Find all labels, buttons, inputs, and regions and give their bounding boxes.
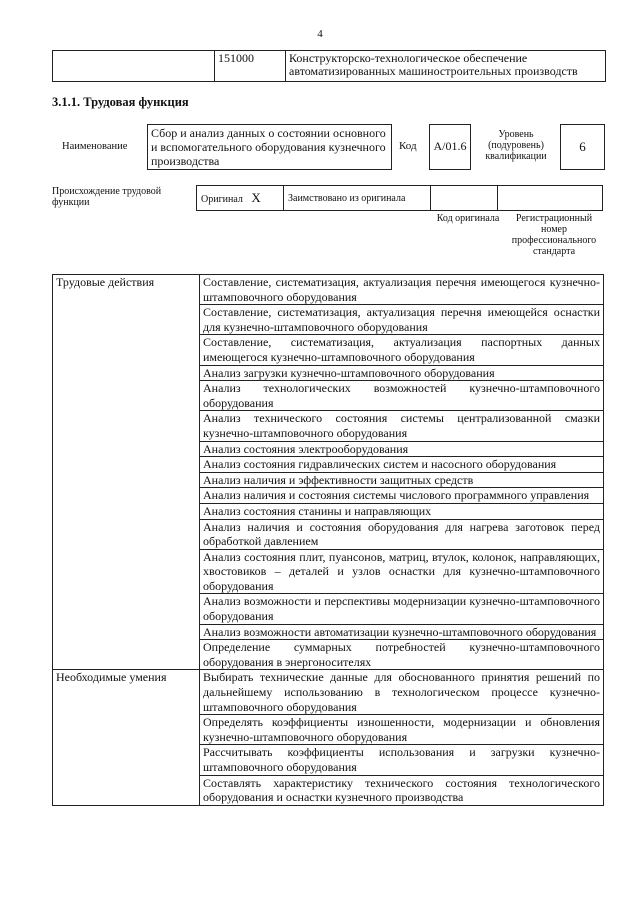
- reg-caption: Регистрационный номер профессионального стандарта: [511, 213, 597, 257]
- skills-item: Выбирать технические данные для обоснованного принятия решений по дальнейшему использованию в технологическом процессе кузнечно-штамповочного оборудования: [200, 670, 604, 715]
- original-cell: [197, 186, 284, 211]
- empty-cell: [53, 51, 215, 82]
- page-number: 4: [317, 28, 323, 40]
- labor-actions-item: Определение суммарных потребностей кузнечно-штамповочного оборудования в энергоносителях: [200, 640, 604, 670]
- qualification-level: 6: [560, 124, 605, 170]
- labor-actions-item: Анализ состояния плит, пуансонов, матриц, втулок, колонок, направляющих, хвостовиков – деталей и узлов оснастки для кузнечно-штамповочного оборудования: [200, 549, 604, 594]
- reg-number-cell: [498, 186, 603, 211]
- original-label: Оригинал: [201, 194, 243, 205]
- labor-actions-item: Анализ технического состояния системы централизованной смазки кузнечно-штамповочного оборудования: [200, 411, 604, 441]
- labor-actions-item: Составление, систематизация, актуализация перечня имеющейся оснастки для кузнечно-штамповочного оборудования: [200, 305, 604, 335]
- name-label: Наименование: [62, 141, 128, 152]
- labor-actions-item: Анализ технологических возможностей кузнечно-штамповочного оборудования: [200, 381, 604, 411]
- table-row: [53, 275, 604, 305]
- labor-actions-item: Анализ состояния гидравлических систем и насосного оборудования: [200, 457, 604, 473]
- labor-actions-item: Анализ наличия и состояния оборудования для нагрева заготовок перед обработкой давлением: [200, 519, 604, 549]
- occupation-table: [52, 50, 606, 82]
- skills-heading: Необходимые умения: [53, 670, 200, 805]
- table-row: [197, 186, 603, 211]
- table-row: [53, 51, 606, 82]
- original-mark: X: [251, 190, 261, 205]
- origin-table: [196, 185, 603, 211]
- function-name: Сбор и анализ данных о состоянии основного и вспомогательного оборудования кузнечного производства: [147, 124, 392, 170]
- skills-item: Определять коэффициенты изношенности, модернизации и обновления кузнечно-штамповочного оборудования: [200, 715, 604, 745]
- labor-actions-item: Анализ возможности автоматизации кузнечно-штамповочного оборудования: [200, 624, 604, 640]
- skills-item: Рассчитывать коэффициенты использования и загрузки кузнечно-штамповочного оборудования: [200, 745, 604, 775]
- table-row: [53, 670, 604, 715]
- skills-item: Составлять характеристику технического состояния технологического оборудования и оснастки кузнечного производства: [200, 775, 604, 805]
- code-label: Код: [399, 140, 417, 152]
- function-code: A/01.6: [429, 124, 471, 170]
- labor-actions-item: Составление, систематизация, актуализация перечня имеющегося кузнечно-штамповочного оборудования: [200, 275, 604, 305]
- labor-actions-item: Анализ возможности и перспективы модернизации кузнечно-штамповочного оборудования: [200, 594, 604, 624]
- origin-label: Происхождение трудовой функции: [52, 186, 162, 208]
- section-title: 3.1.1. Трудовая функция: [52, 95, 189, 109]
- labor-actions-item: Анализ наличия и эффективности защитных средств: [200, 472, 604, 488]
- labor-actions-item: Анализ состояния электрооборудования: [200, 441, 604, 457]
- borrowed-label: Заимствовано из оригинала: [284, 186, 431, 211]
- original-code-cell: [431, 186, 498, 211]
- function-details-table: [52, 274, 604, 806]
- occupation-code: 151000: [215, 51, 286, 82]
- labor-actions-item: Анализ загрузки кузнечно-штамповочного оборудования: [200, 365, 604, 381]
- level-label: Уровень (подуровень) квалификации: [485, 129, 547, 162]
- code-caption: Код оригинала: [436, 213, 500, 224]
- labor-actions-heading: Трудовые действия: [53, 275, 200, 670]
- labor-actions-item: Составление, систематизация, актуализация паспортных данных имеющегося кузнечно-штамповочного оборудования: [200, 335, 604, 365]
- occupation-name: Конструкторско-технологическое обеспечение автоматизированных машиностроительных производств: [286, 51, 606, 82]
- labor-actions-item: Анализ наличия и состояния системы числового программного управления: [200, 488, 604, 504]
- labor-actions-item: Анализ состояния станины и направляющих: [200, 503, 604, 519]
